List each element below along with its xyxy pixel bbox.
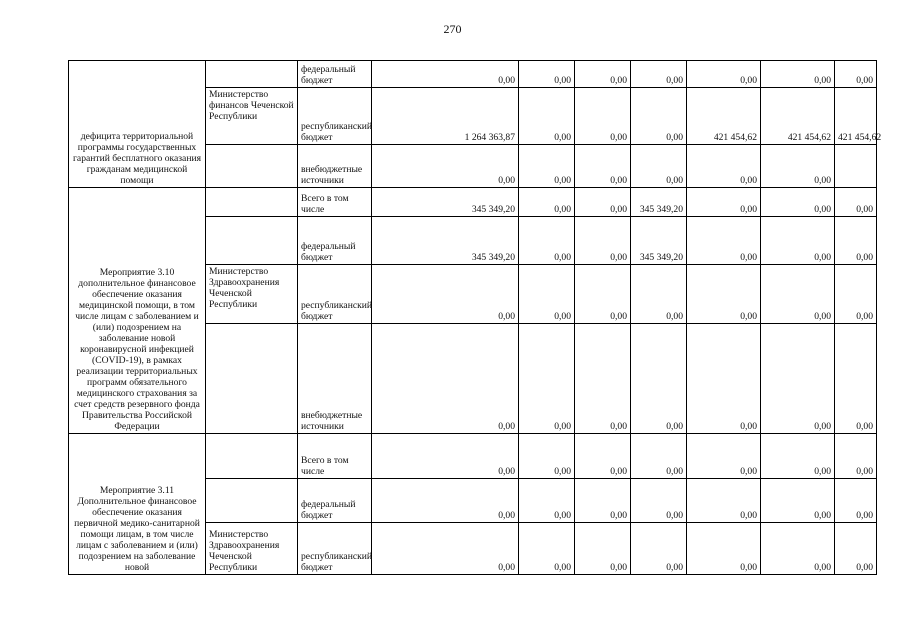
value-cell: 0,00 [372,479,519,523]
source-cell: федеральный бюджет [298,217,372,265]
value-cell: 0,00 [575,145,631,188]
source-cell: внебюджетные источники [298,324,372,434]
value-cell: 0,00 [519,61,575,88]
value-cell: 0,00 [631,523,687,575]
value-cell: 0,00 [575,523,631,575]
value-cell: 0,00 [631,324,687,434]
value-cell: 0,00 [519,434,575,479]
value-cell: 0,00 [835,523,877,575]
value-cell: 345 349,20 [631,217,687,265]
value-cell: 0,00 [519,217,575,265]
value-cell: 0,00 [631,145,687,188]
executor-cell: Министерство финансов Чеченской Республики [206,88,298,145]
value-cell [835,145,877,188]
value-cell: 0,00 [575,434,631,479]
value-cell: 0,00 [575,217,631,265]
value-cell: 0,00 [372,324,519,434]
value-cell: 0,00 [372,523,519,575]
value-cell: 0,00 [761,61,835,88]
value-cell: 345 349,20 [372,217,519,265]
value-cell: 0,00 [631,265,687,324]
source-cell: федеральный бюджет [298,479,372,523]
value-cell: 0,00 [575,61,631,88]
value-cell: 0,00 [835,265,877,324]
value-cell: 0,00 [519,523,575,575]
value-cell: 0,00 [835,324,877,434]
activity-cell: Мероприятие 3.10 дополнительное финансовое обеспечение оказания медицинской помощи, в том числе лицам с заболеванием и (или) подозрением на заболевание новой коронавирусной инфекцией (COVID-19), в рамках реализации территориальных программ обязательного медицинского страхования за счет средств резервного фонда Правительства Российской Федерации [69,188,206,434]
value-cell: 0,00 [687,265,761,324]
value-cell: 0,00 [761,145,835,188]
value-cell: 0,00 [761,265,835,324]
executor-cell: Министерство Здравоохранения Чеченской Республики [206,265,298,324]
value-cell: 0,00 [687,523,761,575]
source-cell: федеральный бюджет [298,61,372,88]
value-cell: 0,00 [835,479,877,523]
source-cell: Всего в том числе [298,188,372,217]
value-cell: 345 349,20 [631,188,687,217]
table-row [69,434,877,479]
value-cell: 0,00 [761,217,835,265]
table-row [69,61,877,88]
executor-cell [206,188,298,217]
value-cell: 0,00 [372,145,519,188]
source-cell: республиканский бюджет [298,265,372,324]
value-cell: 0,00 [835,217,877,265]
source-cell: республиканский бюджет [298,523,372,575]
value-cell: 0,00 [835,61,877,88]
executor-cell: Министерство Здравоохранения Чеченской Республики [206,523,298,575]
activity-cell: Мероприятие 3.11 Дополнительное финансовое обеспечение оказания первичной медико-санитарной помощи лицам, в том числе лицам с заболеванием и (или) подозрением на заболевание новой [69,434,206,575]
value-cell: 345 349,20 [372,188,519,217]
value-cell: 0,00 [687,217,761,265]
value-cell: 0,00 [761,324,835,434]
value-cell: 0,00 [631,479,687,523]
value-cell: 0,00 [575,324,631,434]
value-cell: 0,00 [519,479,575,523]
value-cell: 0,00 [575,265,631,324]
value-cell: 0,00 [687,434,761,479]
value-cell: 421 454,62 [761,88,835,145]
value-cell: 0,00 [761,434,835,479]
source-cell: Всего в том числе [298,434,372,479]
executor-cell [206,145,298,188]
value-cell: 0,00 [631,61,687,88]
value-cell: 0,00 [761,188,835,217]
value-cell: 0,00 [835,188,877,217]
executor-cell [206,324,298,434]
table-row [69,188,877,217]
executor-cell [206,434,298,479]
value-cell: 0,00 [687,61,761,88]
value-cell: 0,00 [631,434,687,479]
value-cell: 0,00 [519,188,575,217]
value-cell: 0,00 [575,88,631,145]
value-cell: 0,00 [761,479,835,523]
value-cell: 0,00 [575,188,631,217]
executor-cell [206,61,298,88]
value-cell: 0,00 [519,145,575,188]
value-cell: 0,00 [631,88,687,145]
value-cell: 0,00 [835,434,877,479]
executor-cell [206,479,298,523]
value-cell: 0,00 [687,188,761,217]
value-cell: 0,00 [687,145,761,188]
value-cell: 1 264 363,87 [372,88,519,145]
value-cell: 0,00 [372,61,519,88]
value-cell: 0,00 [687,324,761,434]
executor-cell [206,217,298,265]
source-cell: внебюджетные источники [298,145,372,188]
value-cell: 0,00 [519,88,575,145]
value-cell: 0,00 [519,324,575,434]
value-cell: 0,00 [372,265,519,324]
page-number: 270 [443,22,462,36]
activity-cell: дефицита территориальной программы государственных гарантий бесплатного оказания гражданам медицинской помощи [69,61,206,188]
value-cell: 0,00 [687,479,761,523]
source-cell: республиканский бюджет [298,88,372,145]
value-cell: 0,00 [575,479,631,523]
value-cell: 421 454,62 [687,88,761,145]
value-cell: 0,00 [372,434,519,479]
value-cell: 0,00 [761,523,835,575]
budget-table [68,60,882,575]
value-cell: 421 454,62 [835,88,877,145]
value-cell: 0,00 [519,265,575,324]
